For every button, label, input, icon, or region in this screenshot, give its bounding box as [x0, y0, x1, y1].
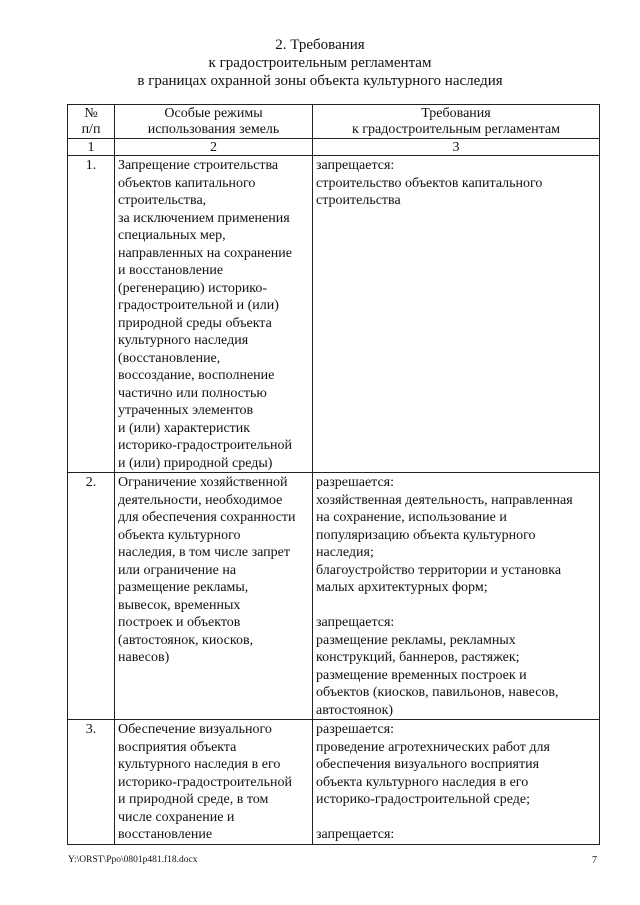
- title-line: к градостроительным регламентам: [208, 55, 432, 71]
- requirements-line: наследия;: [316, 545, 374, 560]
- requirements-line: строительство объектов капитального: [316, 175, 543, 191]
- regime-line: наследия, в том числе запрет: [118, 545, 290, 560]
- regime-line: (восстановление,: [118, 350, 221, 366]
- header-num-line: №: [84, 106, 98, 121]
- regime-cell: [115, 473, 313, 720]
- footer-file-path: Y:\ORST\Ppo\0801p481.f18.docx: [68, 855, 198, 865]
- requirements-line: размещение рекламы, рекламных: [316, 632, 516, 648]
- regime-line: культурного наследия: [118, 333, 249, 348]
- requirements-line: благоустройство территории и установка: [316, 562, 562, 578]
- regime-line: направленных на сохранение: [118, 245, 292, 261]
- header-regime-line: использования земель: [147, 122, 280, 137]
- table-header-row: [68, 105, 600, 139]
- regime-line: историко-градостроительной: [118, 438, 292, 453]
- regime-line: деятельности, необходимое: [118, 492, 283, 508]
- regime-line: специальных мер,: [118, 228, 226, 243]
- regime-line: навесов): [118, 650, 170, 665]
- regime-line: (автостоянок, киосков,: [118, 632, 254, 648]
- regime-line: Обеспечение визуального: [118, 722, 272, 737]
- regime-line: культурного наследия в его: [118, 757, 281, 772]
- regime-line: вывесок, временных: [118, 597, 241, 613]
- column-number-row: [68, 139, 600, 156]
- requirements-line: популяризацию объекта культурного: [316, 527, 536, 543]
- requirements-cell: [313, 473, 600, 720]
- regime-line: и (или) характеристик: [118, 420, 251, 436]
- regime-line: за исключением применения: [118, 210, 290, 226]
- requirements-line: объекта культурного наследия в его: [316, 774, 529, 790]
- column-number: 2: [115, 139, 313, 156]
- title-line: в границах охранной зоны объекта культурного наследия: [137, 73, 503, 89]
- regime-line: восприятия объекта: [118, 739, 237, 755]
- requirements-line: историко-градостроительной среде;: [316, 792, 530, 807]
- regime-line: построек и объектов: [118, 615, 241, 630]
- requirements-line: размещение временных построек и: [316, 667, 527, 683]
- regime-line: размещение рекламы,: [118, 580, 249, 595]
- column-number: 3: [313, 139, 600, 156]
- requirements-line: запрещается:: [316, 615, 395, 630]
- row-number: 3.: [68, 720, 115, 845]
- regime-line: (регенерацию) историко-: [118, 280, 268, 296]
- requirements-line: разрешается:: [316, 475, 394, 490]
- regime-cell: [115, 720, 313, 845]
- requirements-table: [67, 104, 600, 845]
- table-row: [68, 156, 600, 473]
- header-num-line: п/п: [81, 122, 101, 137]
- requirements-cell: [313, 156, 600, 473]
- regime-line: природной среды объекта: [118, 315, 272, 331]
- requirements-line: [316, 597, 596, 615]
- regime-line: и природной среде, в том: [118, 792, 269, 807]
- requirements-line: малых архитектурных форм;: [316, 580, 488, 595]
- page-number: 7: [592, 855, 597, 866]
- requirements-cell: [313, 720, 600, 845]
- requirements-line: на сохранение, использование и: [316, 510, 507, 525]
- header-regime: [115, 105, 313, 139]
- regime-line: объектов капитального: [118, 175, 256, 191]
- header-requirements-line: Требования: [421, 106, 491, 121]
- requirements-line: запрещается:: [316, 158, 395, 173]
- regime-cell: [115, 156, 313, 473]
- table-row: [68, 720, 600, 845]
- regime-line: Запрещение строительства: [118, 158, 279, 173]
- requirements-line: проведение агротехнических работ для: [316, 739, 550, 755]
- header-requirements: [313, 105, 600, 139]
- row-number: 2.: [68, 473, 115, 720]
- requirements-line: запрещается:: [316, 827, 395, 842]
- regime-line: строительства,: [118, 193, 207, 208]
- column-number: 1: [68, 139, 115, 156]
- regime-line: и восстановление: [118, 263, 224, 278]
- regime-line: для обеспечения сохранности: [118, 510, 296, 525]
- regime-line: градостроительной и (или): [118, 298, 279, 313]
- table-row: [68, 473, 600, 720]
- regime-line: восстановление: [118, 827, 213, 842]
- regime-line: или ограничение на: [118, 562, 237, 578]
- requirements-line: обеспечения визуального восприятия: [316, 757, 540, 772]
- header-requirements-line: к градостроительным регламентам: [351, 122, 561, 137]
- regime-line: утраченных элементов: [118, 403, 254, 418]
- document-title: [0, 36, 640, 90]
- title-line: 2. Требования: [275, 37, 365, 53]
- requirements-line: объектов (киосков, павильонов, навесов,: [316, 685, 559, 700]
- requirements-line: конструкций, баннеров, растяжек;: [316, 650, 520, 665]
- regime-line: историко-градостроительной: [118, 774, 292, 790]
- header-regime-line: Особые режимы: [164, 106, 263, 121]
- regime-line: воссоздание, восполнение: [118, 368, 275, 383]
- regime-line: частично или полностью: [118, 385, 267, 401]
- regime-line: и (или) природной среды): [118, 455, 273, 471]
- requirements-line: строительства: [316, 193, 401, 208]
- requirements-line: [316, 809, 596, 827]
- requirements-line: автостоянок): [316, 702, 394, 718]
- header-num: [68, 105, 115, 139]
- requirements-line: разрешается:: [316, 722, 394, 737]
- regime-line: Ограничение хозяйственной: [118, 475, 288, 490]
- regime-line: числе сохранение и: [118, 809, 235, 825]
- requirements-line: хозяйственная деятельность, направленная: [316, 492, 573, 508]
- regime-line: объекта культурного: [118, 527, 241, 543]
- row-number: 1.: [68, 156, 115, 473]
